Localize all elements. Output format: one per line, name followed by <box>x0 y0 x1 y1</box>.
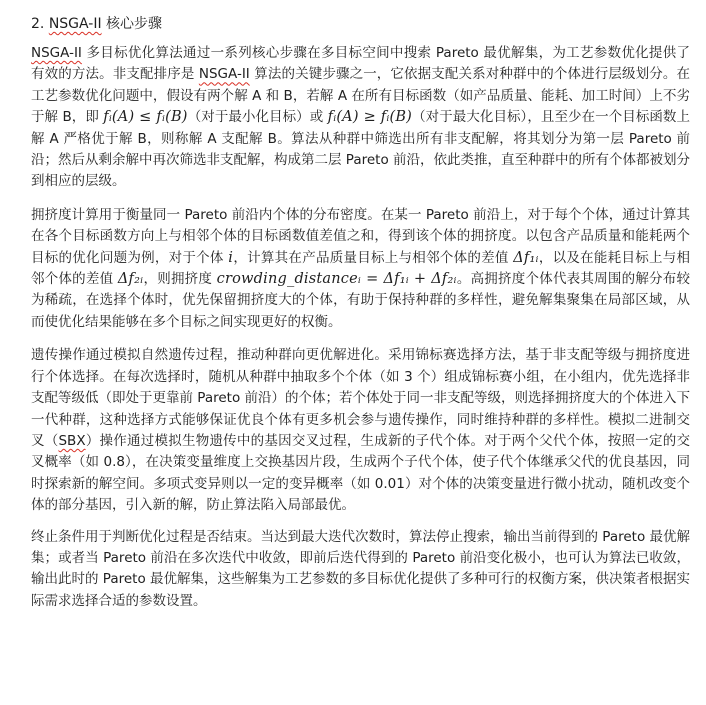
heading-algorithm-name: NSGA-II <box>48 16 102 32</box>
text-segment: ，计算其在产品质量目标上与相邻个体的差值 <box>233 249 514 266</box>
text-segment: 。高拥挤度个体代表其周围的解分布较为稀疏，在选择个体时，优先保留拥挤度大的个体，有助于保持种群的多样性，避免解集聚集在局部区域，从而使优化结果能够在多个目标之间实现更好的权衡。 <box>31 271 691 330</box>
math-individual-i: i <box>228 249 234 266</box>
text-segment: 多目标优化算法通过一系列核心步骤在多目标空间中搜索 Pareto 最优解集，为工艺参数优化提供了有效的方法。非支配排序是 <box>31 45 690 83</box>
math-inequality-max: fᵢ(A) ≥ fᵢ(B) <box>327 109 413 126</box>
text-segment: ，以及在能耗目标上与相邻个体的差值 <box>31 249 691 288</box>
text-segment: ）操作通过模拟生物遗传中的基因交叉过程，生成新的子代个体。对于两个父代个体，按照一定的交叉概率（如 0.8），在决策变量维度上交换基因片段，生成两个子代个体，使子代个体继承父代的优良基因，同时探索新的解空间。多项式变异则以一定的变异概率（如 0.01）对个体的决策变量进行微小扰动，随机改变个体的部分基因，引入新的解，防止算法陷入局部最优。 <box>31 432 691 514</box>
term-sbx: SBX <box>58 432 86 449</box>
heading-title: 核心步骤 <box>101 16 163 32</box>
text-segment: 遗传操作通过模拟自然遗传过程，推动种群向更优解进化。采用锦标赛选择方法，基于非支配等级与拥挤度进行个体选择。在每次选择时，随机从种群中抽取多个个体（如 3 个）组成锦标赛小组，在小组内，优先选择非支配等级低（即处于更靠前 Pareto 前沿）的个体；若个体处于同一非支配等级，则选择拥挤度大的个体进入下一代种群，这种选择方式能够保证优良个体有更多机会参与遗传操作，同时维持种群的多样性。模拟二进制交叉（ <box>31 347 691 449</box>
paragraph-termination-condition <box>31 527 690 613</box>
math-inequality-min: fᵢ(A) ≤ fᵢ(B) <box>103 109 188 126</box>
section-heading <box>31 14 690 34</box>
term-nsga-ii: NSGA-II <box>198 66 250 83</box>
text-segment: 拥挤度计算用于衡量同一 Pareto 前沿内个体的分布密度。在某一 Pareto 前沿上，对于每个个体，通过计算其在各个目标函数方向上与相邻个体的目标函数值差值之和，得到该个体的拥挤度。以包含产品质量和能耗两个目标的优化问题为例，对于个体 <box>31 206 690 266</box>
paragraph-genetic-operations <box>31 345 690 516</box>
paragraph-crowding-distance <box>31 205 690 333</box>
math-delta-f1i: Δf₁ᵢ <box>513 249 539 266</box>
math-crowding-distance-formula: crowding_distanceᵢ = Δf₁ᵢ + Δf₂ᵢ <box>216 271 457 288</box>
paragraph-non-dominated-sorting <box>31 43 690 193</box>
text-segment: 算法的关键步骤之一，它依据支配关系对种群中的个体进行层级划分。在工艺参数优化问题中，假设有两个解 A 和 B，若解 A 在所有目标函数（如产品质量、能耗、加工时间）上不劣于解 B，即 <box>31 66 690 126</box>
text-segment: （对于最大化目标），且至少在一个目标函数上解 A 严格优于解 B，则称解 A 支配解 B。算法从种群中筛选出所有非支配解，将其划分为第一层 Pareto 前沿；然后从剩余解中再次筛选非支配解，构成第二层 Pareto 前沿，依此类推，直至种群中的所有个体都被划分到相应的层级。 <box>31 109 691 190</box>
text-segment: （对于最小化目标）或 <box>187 109 328 126</box>
heading-number: 2. <box>31 16 49 32</box>
text-segment: ，则拥挤度 <box>143 271 217 288</box>
text-segment: 终止条件用于判断优化过程是否结束。当达到最大迭代次数时，算法停止搜索，输出当前得到的 Pareto 最优解集；或者当 Pareto 前沿在多次迭代中收敛，即前后迭代得到的 Pareto 前沿变化极小，也可认为算法已收敛，输出此时的 Pareto 最优解集，这些解集为工艺参数的多目标优化提供了多种可行的权衡方案，供决策者根据实际需求选择合适的参数设置。 <box>31 528 691 609</box>
term-nsga-ii: NSGA-II <box>31 45 82 61</box>
math-delta-f2i: Δf₂ᵢ <box>117 271 144 288</box>
